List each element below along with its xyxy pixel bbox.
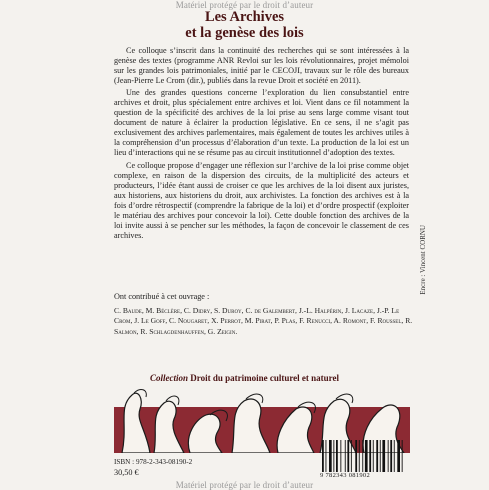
isbn: ISBN : 978-2-343-08190-2 [114,458,193,466]
watermark-bottom: Matériel protégé par le droit d’auteur [175,480,314,490]
book-title-line1: Les Archives [204,9,285,25]
contributors-list: C. Baude, M. Béclère, C. Didry, S. Duroy, C. de Galembert, J.-L. Halpérin, J. Lacaze, J.-P. Le Crom, J. Le Goff, C. Nougaret, X. Perrot, M. Pirat, P. Plas, F. Renucci, A. Romont, F. Roussel, R. Salmon, R. Schlagdenhauffen, G. Zeigin. [114,306,413,336]
barcode-number: 9 782343 081902 [320,472,370,479]
price: 30,50 € [114,468,139,477]
collection-name: Droit du patrimoine culturel et naturel [190,373,339,383]
watermark-top: Matériel protégé par le droit d’auteur [175,0,314,10]
summary-paragraph-2: Une des grandes questions concerne l’exploration du lien consubstantiel entre archives et droit, plus spécialement entre archives et loi. Vient dans ce fil notamment la question de la spécificité des archives de la loi prise au sens large comme visant tout document de nature à éclairer la production législative. En ce sens, il ne s’agit pas exclusivement des archives parlementaires, mais également de toutes les archives utiles à la compréhension d’un processus d’élaboration d’un texte. La production de la loi est un lieu d’interactions qui ne se résume pas au circuit institutionnel d’adoption des textes. [114,88,409,158]
collection-label: Collection [150,373,188,383]
summary-text [114,46,409,241]
illustration-credit: Encre : Vincent CORNU [419,225,427,295]
summary-paragraph-1: Ce colloque s’inscrit dans la continuité des recherches qui se sont intéressées à la genèse des textes (programme ANR Revloi sur les lois révolutionnaires, projet mémoloi sur les grandes lois patrimoniales, initié par le CECOJI, travaux sur le rôle des bureaux (Jean-Pierre Le Crom (dir.), publiés dans la revue Droit et société en 2011). [114,46,409,86]
book-title-line2: et la genèse des lois [185,25,304,41]
summary-paragraph-3: Ce colloque propose d’engager une réflexion sur l’archive de la loi prise comme objet complexe, en raison de la dispersion des circuits, de la multiplicité des acteurs et producteurs, l’idée étant aussi de croiser ce que les archives de la loi disent aux juristes, aux historiens, aux historiens du droit, aux archivistes. La fonction des archives est à la fois d’ordre rétrospectif (comprendre la fabrique de la loi) et d’ordre prospectif (exploiter le matériau des archives pour concevoir la loi). Cette double fonction des archives de la loi invite aussi à se pencher sur les méthodes, la façon de concevoir le classement de ces archives. [114,160,409,240]
collection-line [0,373,489,383]
contributors-label: Ont contribué à cet ouvrage : [114,292,210,301]
barcode [320,440,412,472]
